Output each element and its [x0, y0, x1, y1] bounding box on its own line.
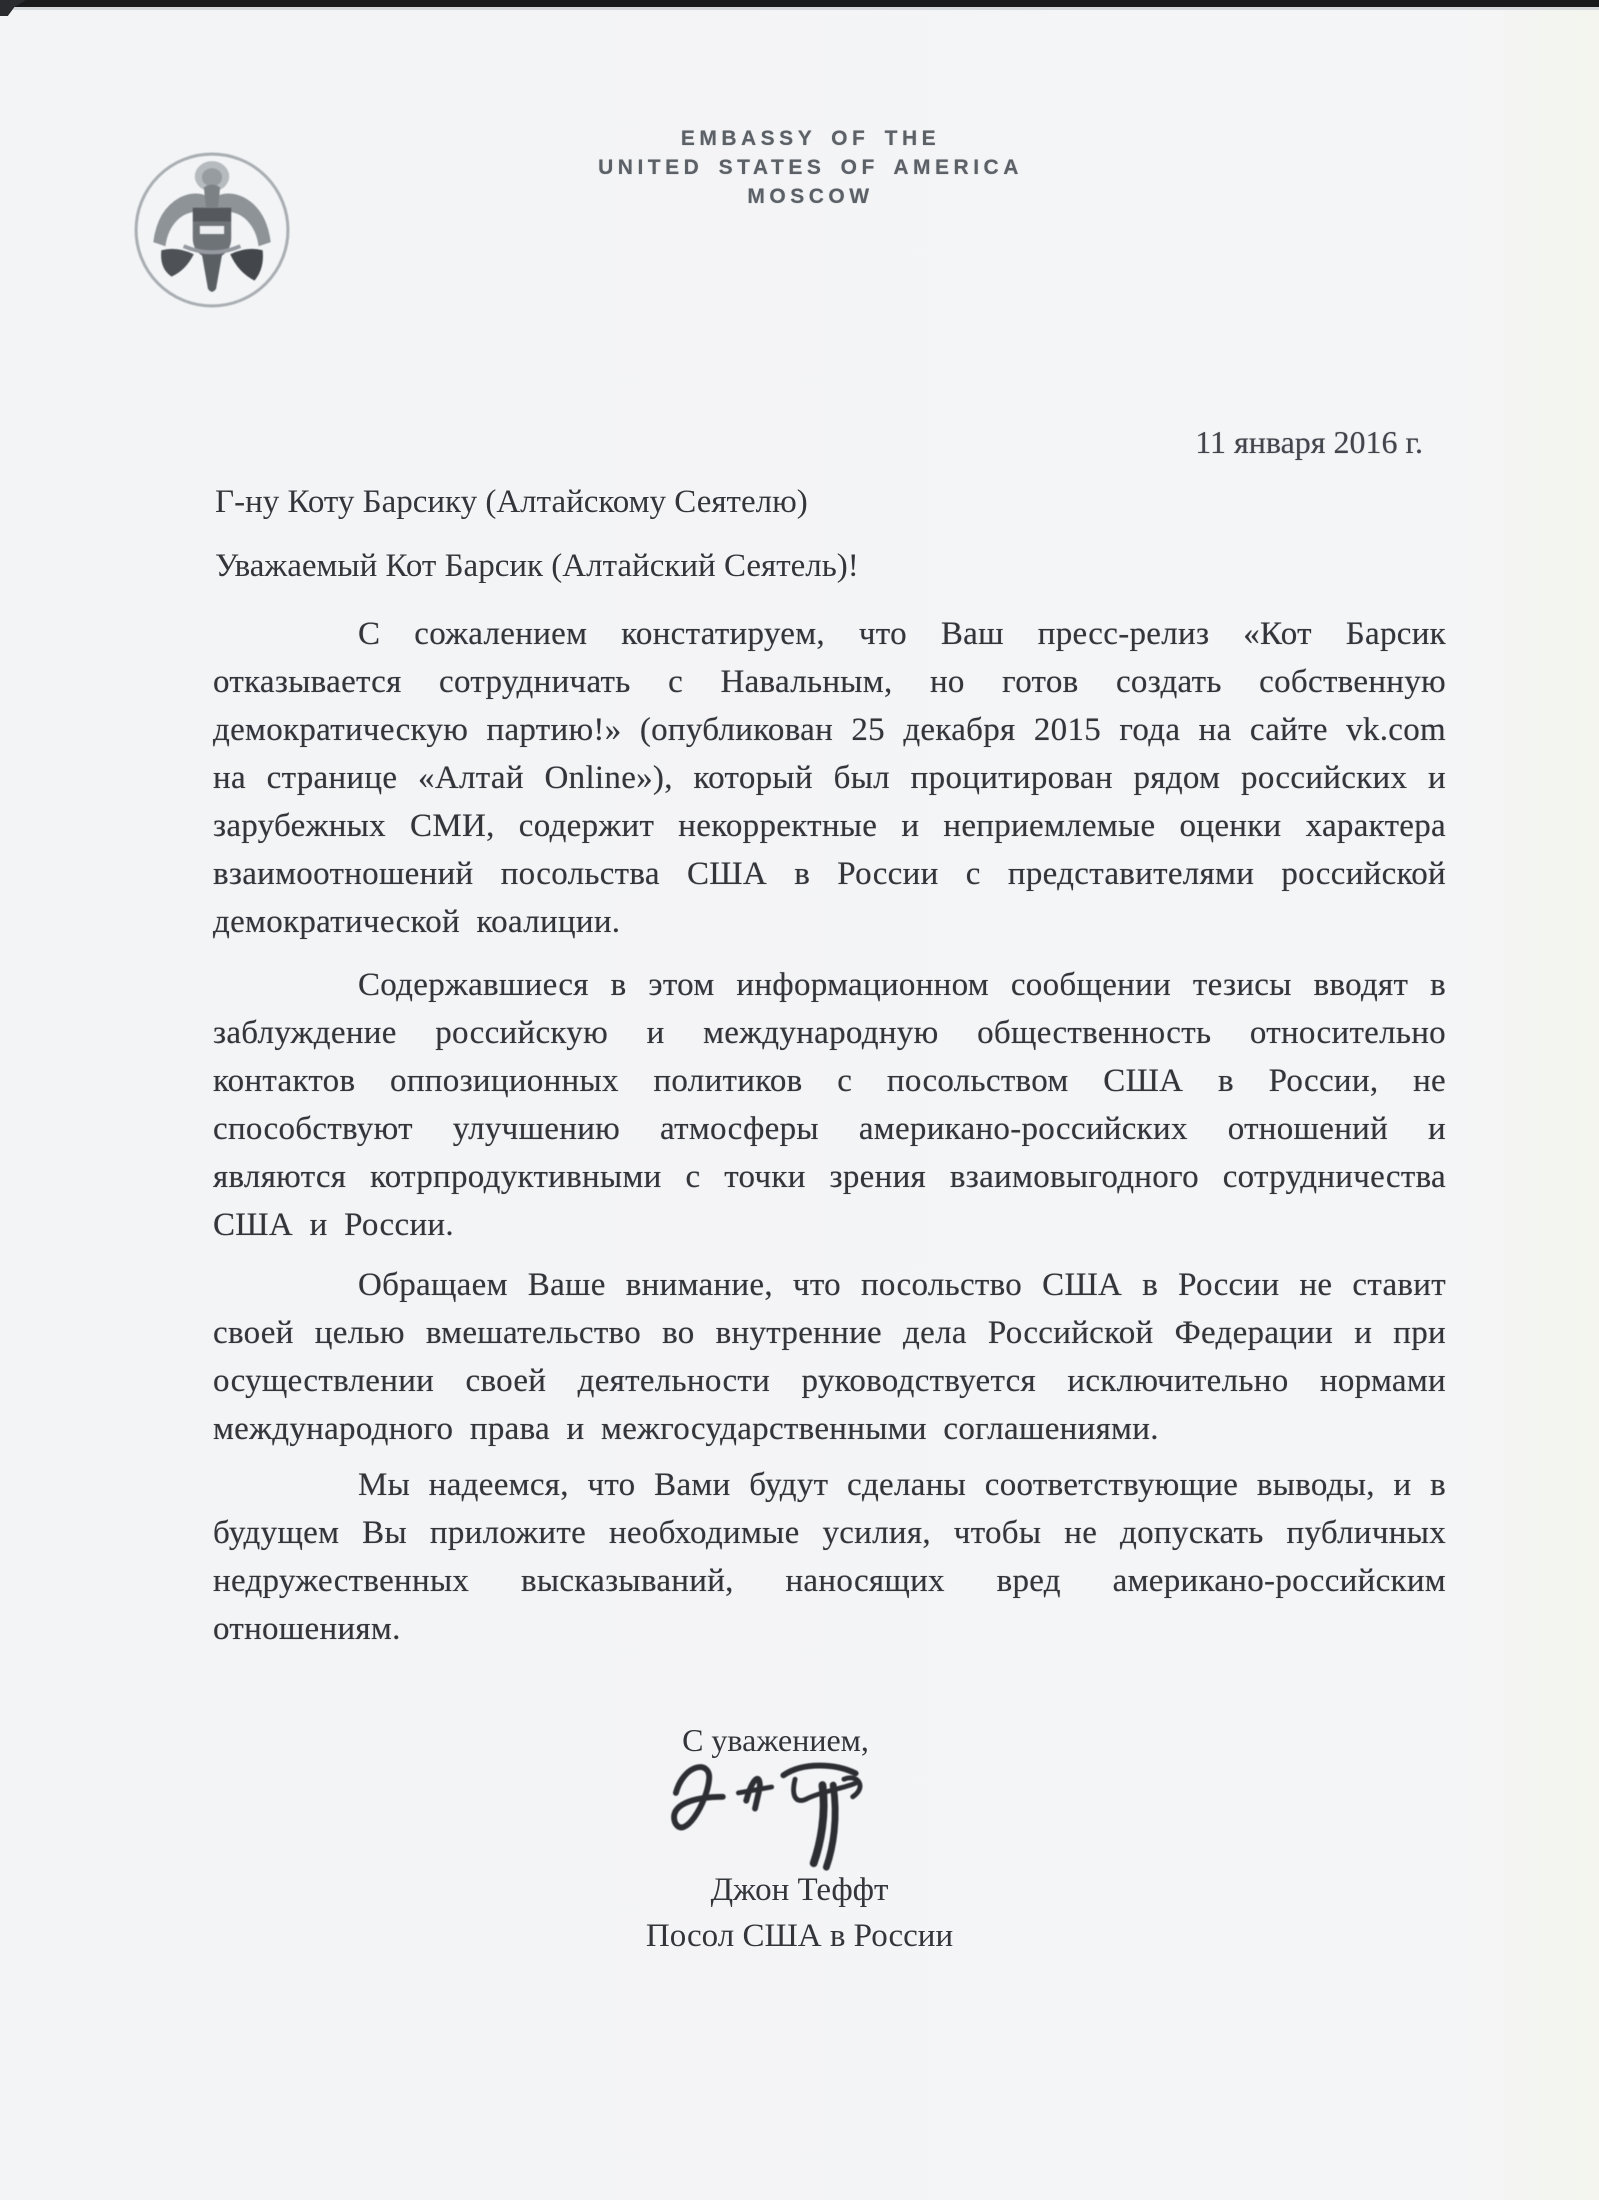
recipient-line: Г-ну Коту Барсику (Алтайскому Сеятелю) [215, 484, 808, 520]
body-paragraph-1: С сожалением констатируем, что Ваш пресс-релиз «Кот Барсик отказывается сотрудничать с Навальным, но готов создать собственную демократическую партию!» (опубликован 25 декабря 2015 года на сайте vk.com на странице «Алтай Online»), который был процитирован рядом российских и зарубежных СМИ, содержит некорректные и неприемлемые оценки характера взаимоотношений посольства США в России с представителями российской демократической коалиции. [213, 616, 1446, 940]
letterhead-line-1: EMBASSY OF THE [680, 127, 941, 150]
letterhead-line-2: UNITED STATES OF AMERICA [598, 156, 1023, 179]
body-paragraph-4: Мы надеемся, что Вами будут сделаны соответствующие выводы, и в будущем Вы приложите необходимые усилия, чтобы не допускать публичных недружественных высказываний, наносящих вред американо-российским отношениям. [213, 1467, 1446, 1647]
salutation-line: Уважаемый Кот Барсик (Алтайский Сеятель)! [215, 548, 859, 584]
scan-edge-artifact [0, 0, 1599, 7]
body-paragraph-3: Обращаем Ваше внимание, что посольство США в России не ставит своей целью вмешательство во внутренние дела Российской Федерации и при осуществлении своей деятельности руководствуется исключительно нормами международного права и межгосударственными соглашениями. [213, 1267, 1446, 1447]
letterhead [0, 124, 1599, 211]
signer-name: Джон Теффт [710, 1872, 889, 1908]
body-paragraph-2: Содержавшиеся в этом информационном сообщении тезисы вводят в заблуждение российскую и международную общественность относительно контактов оппозиционных политиков с посольством США в России, не способствуют улучшению атмосферы американо-российских отношений и являются котрпродуктивными с точки зрения взаимовыгодного сотрудничества США и России. [213, 967, 1446, 1243]
signer-title: Посол США в России [645, 1918, 954, 1954]
valediction: С уважением, [682, 1722, 869, 1758]
letterhead-line-3: MOSCOW [747, 185, 874, 208]
signature-icon [0, 1746, 1577, 1873]
letter-date: 11 января 2016 г. [1195, 424, 1423, 460]
